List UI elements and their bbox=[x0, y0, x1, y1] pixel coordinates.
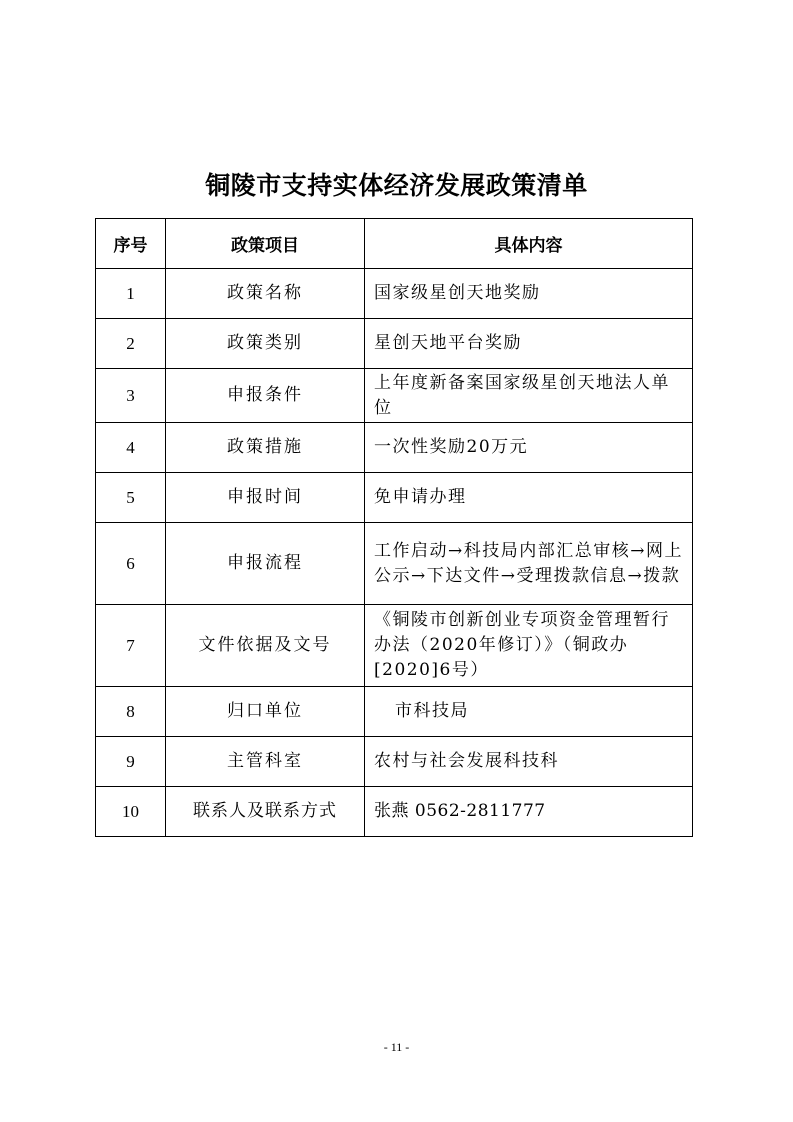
row-content: 工作启动→科技局内部汇总审核→网上公示→下达文件→受理拨款信息→拨款 bbox=[365, 523, 693, 605]
row-content: 一次性奖励20万元 bbox=[365, 423, 693, 473]
row-number: 10 bbox=[96, 787, 166, 837]
row-content: 星创天地平台奖励 bbox=[365, 319, 693, 369]
row-content: 国家级星创天地奖励 bbox=[365, 269, 693, 319]
row-number: 5 bbox=[96, 473, 166, 523]
table-row bbox=[96, 687, 693, 737]
table-row bbox=[96, 423, 693, 473]
row-item: 申报流程 bbox=[166, 523, 365, 605]
row-item: 归口单位 bbox=[166, 687, 365, 737]
row-item: 申报时间 bbox=[166, 473, 365, 523]
header-policy-item: 政策项目 bbox=[166, 219, 365, 269]
row-number: 1 bbox=[96, 269, 166, 319]
row-number: 8 bbox=[96, 687, 166, 737]
row-number: 7 bbox=[96, 605, 166, 687]
table-row bbox=[96, 319, 693, 369]
table-row bbox=[96, 269, 693, 319]
header-specific-content: 具体内容 bbox=[365, 219, 693, 269]
row-content: 免申请办理 bbox=[365, 473, 693, 523]
row-number: 9 bbox=[96, 737, 166, 787]
header-serial-number: 序号 bbox=[96, 219, 166, 269]
table-header-row bbox=[96, 219, 693, 269]
row-content: 上年度新备案国家级星创天地法人单位 bbox=[365, 369, 693, 423]
policy-table bbox=[95, 218, 693, 837]
table-row bbox=[96, 369, 693, 423]
row-number: 2 bbox=[96, 319, 166, 369]
page-number: - 11 - bbox=[383, 1040, 410, 1054]
row-item: 政策名称 bbox=[166, 269, 365, 319]
row-item: 联系人及联系方式 bbox=[166, 787, 365, 837]
row-item: 文件依据及文号 bbox=[166, 605, 365, 687]
row-item: 政策类别 bbox=[166, 319, 365, 369]
row-number: 6 bbox=[96, 523, 166, 605]
row-item: 申报条件 bbox=[166, 369, 365, 423]
row-number: 4 bbox=[96, 423, 166, 473]
table-row bbox=[96, 473, 693, 523]
row-content: 市科技局 bbox=[365, 687, 693, 737]
table-row bbox=[96, 737, 693, 787]
table-row bbox=[96, 523, 693, 605]
table-row bbox=[96, 787, 693, 837]
table-row bbox=[96, 605, 693, 687]
row-content: 张燕 0562-2811777 bbox=[365, 787, 693, 837]
row-content: 农村与社会发展科技科 bbox=[365, 737, 693, 787]
row-item: 主管科室 bbox=[166, 737, 365, 787]
row-number: 3 bbox=[96, 369, 166, 423]
row-item: 政策措施 bbox=[166, 423, 365, 473]
row-content: 《铜陵市创新创业专项资金管理暂行办法（2020年修订）》（铜政办[2020]6号） bbox=[365, 605, 693, 687]
page-title: 铜陵市支持实体经济发展政策清单 bbox=[205, 171, 588, 200]
